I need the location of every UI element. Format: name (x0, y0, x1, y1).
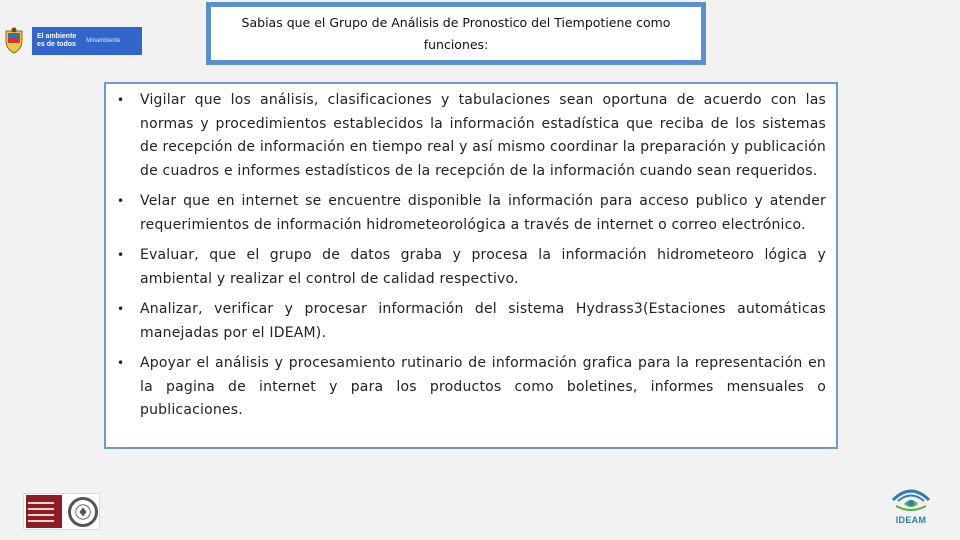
logo-text-line1: El ambiente (37, 33, 77, 40)
ministry-badge (32, 27, 142, 55)
list-item (116, 190, 826, 237)
list-item-text: Velar que en internet se encuentre disponible la información para acceso publico y atender requerimientos de información hidrometeorológica a través de internet o correo electrónico. (140, 193, 826, 233)
bullet-icon: • (117, 356, 125, 370)
list-item-text: Apoyar el análisis y procesamiento rutinario de información grafica para la representación en la pagina de internet y para los productos como boletines, informes mensuales o publicaciones. (140, 355, 826, 418)
functions-list (116, 89, 826, 423)
coat-of-arms-icon (2, 27, 26, 55)
bullet-icon: • (117, 248, 125, 262)
page-title: Sabias que el Grupo de Análisis de Pronostico del Tiempotiene como funciones: (241, 14, 671, 52)
ideam-logo (888, 484, 934, 530)
certification-seal-icon (68, 497, 98, 527)
ideam-label: IDEAM (895, 515, 927, 525)
title-box (206, 2, 706, 65)
ministry-name: Minambiente (86, 38, 121, 44)
bullet-icon: • (117, 93, 125, 107)
list-item-text: Evaluar, que el grupo de datos graba y procesa la información hidrometeoro lógica y ambiental y realizar el control de calidad respectivo. (140, 247, 826, 287)
list-item-text: Analizar, verificar y procesar información del sistema Hydrass3(Estaciones automáticas manejadas por el IDEAM). (140, 301, 826, 341)
gov-logo (2, 25, 142, 57)
content-box (104, 82, 838, 449)
bullet-icon: • (117, 302, 125, 316)
certification-badge-icon (26, 495, 62, 528)
list-item (116, 352, 826, 423)
list-item-text: Vigilar que los análisis, clasificaciones y tabulaciones sean oportuna de acuerdo con las normas y procedimientos establecidos la información estadística que reciba de los sistemas de recepción de información en tiempo real y así mismo coordinar la preparación y publicación de cuadros e informes estadísticos de la recepción de la información cuando sean requeridos. (140, 92, 826, 179)
ideam-eye-icon (890, 484, 932, 514)
bullet-icon: • (117, 194, 125, 208)
certification-logo (23, 493, 100, 530)
list-item (116, 298, 826, 345)
logo-text-line2: es de todos (37, 41, 76, 48)
list-item (116, 244, 826, 291)
list-item (116, 89, 826, 183)
